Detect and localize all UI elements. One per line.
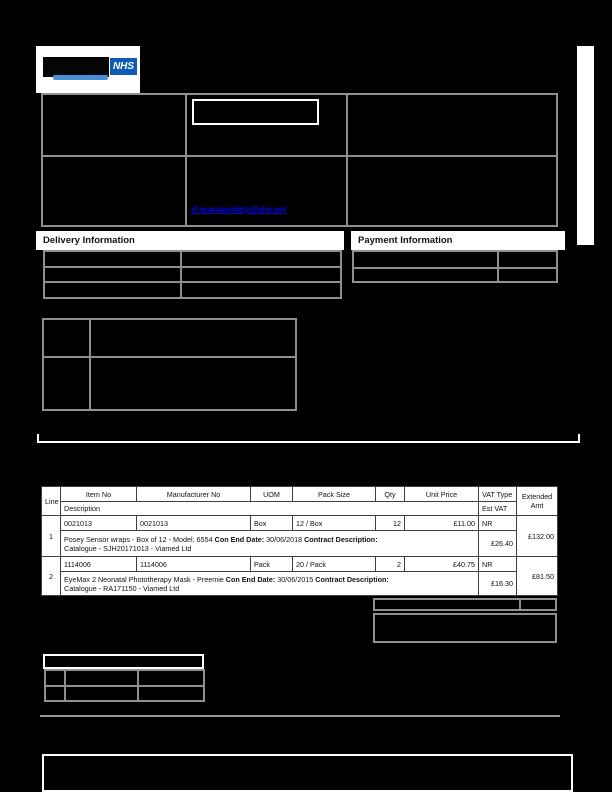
authorisation-table: [44, 669, 205, 702]
unit-price: £11.00: [405, 516, 479, 531]
table-divider: [180, 252, 182, 297]
extended-amt: £132.00: [517, 516, 558, 557]
nhs-logo: NHS: [110, 58, 137, 75]
redacted-order-number-box: [192, 99, 319, 125]
table-divider: [354, 267, 556, 269]
con-end-date-label: Con End Date:: [214, 534, 265, 544]
line-items-table: [41, 486, 558, 596]
col-vat-type: VAT Type: [479, 487, 517, 502]
col-qty: Qty: [376, 487, 405, 502]
con-end-date-label: Con End Date:: [225, 574, 276, 584]
section-border-corner: [578, 434, 580, 442]
col-description: Description: [61, 502, 479, 516]
contract-description-label: Contract Description:: [304, 534, 378, 544]
payment-section-title: Payment Information: [358, 235, 453, 246]
item-description: [61, 531, 479, 557]
redacted-trust-name: [43, 57, 109, 77]
col-uom: UOM: [251, 487, 293, 502]
delivery-info-table: [43, 250, 342, 299]
footer-divider: [40, 715, 560, 717]
delivery-section-header: [36, 231, 344, 250]
redacted-label-box: [43, 654, 204, 669]
vat-type: NR: [479, 516, 517, 531]
logo-panel: [36, 46, 140, 93]
delivery-section-title: Delivery Information: [43, 235, 135, 246]
est-vat: £26.40: [479, 531, 517, 557]
table-divider: [89, 320, 91, 409]
col-extended-amt: [517, 487, 558, 516]
table-divider: [185, 95, 187, 225]
desc-text: Posey Sensor wraps - Box of 12 - Model: 6554: [64, 534, 215, 544]
order-header-table: [41, 93, 558, 227]
items-header-row1: [42, 487, 558, 502]
item-no: 0021013: [61, 516, 137, 531]
items-header-row2: [42, 502, 558, 516]
col-extended-line1: Extended: [521, 492, 553, 501]
uom: Pack: [251, 557, 293, 572]
item-row-1b: [42, 531, 558, 557]
pack-size: 12 / Box: [293, 516, 376, 531]
table-divider: [44, 356, 295, 358]
con-end-date-value: 30/06/2015: [275, 574, 316, 584]
redacted-header-bar: [140, 46, 577, 93]
qty: 12: [376, 516, 405, 531]
table-divider: [346, 95, 348, 225]
redaction-square: [344, 233, 351, 248]
email-link[interactable]: rf.acandasafety@nhs.net: [191, 205, 286, 214]
col-line: Line: [42, 487, 61, 516]
totals-box: [373, 613, 557, 643]
table-divider: [43, 155, 556, 157]
table-divider: [45, 281, 340, 283]
line-number: 2: [42, 557, 61, 596]
item-row-2a: [42, 557, 558, 572]
col-est-vat: Est VAT: [479, 502, 517, 516]
logo-swoosh: [53, 75, 108, 80]
con-end-date-value: 30/06/2018: [264, 534, 305, 544]
section-border-bottom: [37, 441, 580, 443]
extended-amt: £81.50: [517, 557, 558, 596]
payment-info-table: [352, 250, 558, 283]
item-description: [61, 572, 479, 596]
item-row-1a: [42, 516, 558, 531]
vat-type: NR: [479, 557, 517, 572]
manufacturer-no: 1114006: [137, 557, 251, 572]
col-item-no: Item No: [61, 487, 137, 502]
col-pack-size: Pack Size: [293, 487, 376, 502]
unit-price: £40.75: [405, 557, 479, 572]
pack-size: 20 / Pack: [293, 557, 376, 572]
desc-line2: Catalogue - RA171150 - Viamed Ltd: [64, 583, 180, 593]
desc-text: EyeMax 2 Neonatal Phototherapy Mask - Preemie: [64, 574, 226, 584]
item-no: 1114006: [61, 557, 137, 572]
page-margin-right: [577, 46, 594, 245]
manufacturer-no: 0021013: [137, 516, 251, 531]
line-number: 1: [42, 516, 61, 557]
col-extended-line2: Amt: [530, 501, 544, 510]
totals-row: [373, 598, 557, 611]
col-manufacturer-no: Manufacturer No: [137, 487, 251, 502]
desc-line2: Catalogue - SJH20171013 - Viamed Ltd: [64, 543, 192, 553]
est-vat: £16.30: [479, 572, 517, 596]
table-divider: [519, 600, 521, 609]
col-unit-price: Unit Price: [405, 487, 479, 502]
table-divider: [45, 266, 340, 268]
contract-description-label: Contract Description:: [315, 574, 389, 584]
uom: Box: [251, 516, 293, 531]
qty: 2: [376, 557, 405, 572]
item-row-2b: [42, 572, 558, 596]
payment-section-header: [351, 231, 565, 250]
requisition-table: [42, 318, 297, 411]
section-border-corner: [37, 434, 39, 442]
table-divider: [46, 685, 203, 687]
footer-redacted-box: [42, 754, 573, 792]
